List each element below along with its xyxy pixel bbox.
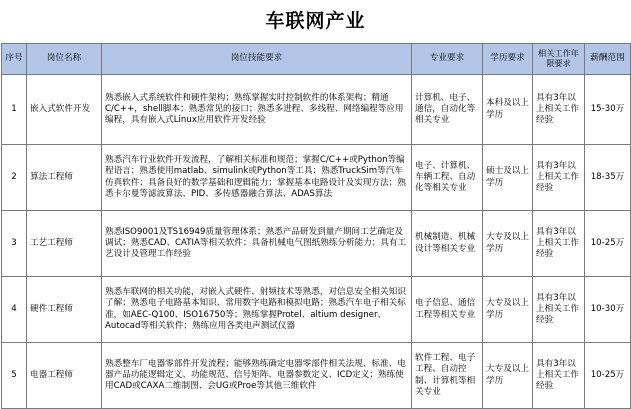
row-skills: 熟悉车联网的相关功能，对嵌入式硬件、射频技术等熟悉，对信息安全相关知识了解；熟悉电子电路基本知识、常用数字电路和模拟电路；熟悉汽车电子相关标准，如AEC-Q100、ISO16750等；熟练掌握Protel、altium designer、Autocad等相关软件；熟练应用各类电声测试仪器	[102, 277, 412, 343]
row-experience: 具有3年以上相关工作经验	[533, 75, 585, 145]
row-position: 算法工程师	[27, 145, 102, 211]
row-education: 大专及以上学历	[483, 343, 533, 409]
row-skills: 熟悉整车厂电器零部件开发流程；能够熟练确定电器零部件相关法规、标准、电器产品功能逻辑定义、功能规范、信号矩阵、电器参数定义、ICD定义；熟练使用CAD或CAXA二维制图、会UG或Proe等其他三维软件	[102, 343, 412, 409]
row-salary: 10-30万	[585, 277, 631, 343]
row-experience: 具有3年以上相关工作经验	[533, 211, 585, 277]
row-experience: 具有3年以上相关工作经验	[533, 145, 585, 211]
row-skills: 熟悉ISO9001及TS16949质量管理体系；熟悉产品研发到量产期间工艺确定及调试；熟悉CAD、CATIA等相关软件；具备机械电气图纸熟练分析能力；具有工艺设计及管理工作经验	[102, 211, 412, 277]
row-position: 硬件工程师	[27, 277, 102, 343]
row-major: 电子信息、通信工程等相关专业	[412, 277, 483, 343]
row-experience: 具有3年以上相关工作经验	[533, 343, 585, 409]
table-row	[2, 211, 631, 277]
row-salary: 10-25万	[585, 343, 631, 409]
table-row	[2, 277, 631, 343]
row-experience: 具有3年以上相关工作经验	[533, 277, 585, 343]
row-education: 大专及以上学历	[483, 277, 533, 343]
header-row	[2, 44, 631, 75]
row-no: 1	[2, 75, 27, 145]
row-education: 本科及以上学历	[483, 75, 533, 145]
job-table	[1, 43, 631, 409]
row-position: 电器工程师	[27, 343, 102, 409]
table-row	[2, 75, 631, 145]
header-position: 岗位名称	[27, 44, 102, 75]
header-skills: 岗位技能要求	[102, 44, 412, 75]
row-no: 2	[2, 145, 27, 211]
row-salary: 10-25万	[585, 211, 631, 277]
header-major: 专业要求	[412, 44, 483, 75]
row-position: 工艺工程师	[27, 211, 102, 277]
header-no: 序号	[2, 44, 27, 75]
row-skills: 熟悉汽车行业软件开发流程，了解相关标准和规范；掌握C/C++或Python等编程语言；熟悉使用matlab、simulink或Python等工具；熟悉TruckSim等汽车仿真软件；具备良好的数学基础和逻辑能力；掌握基本电路设计及实现方法；熟悉卡尔曼等滤波算法、PID、多传感器融合算法、ADAS算法	[102, 145, 412, 211]
row-major: 机械制造、机械设计等相关专业	[412, 211, 483, 277]
row-position: 嵌入式软件开发	[27, 75, 102, 145]
table-row	[2, 145, 631, 211]
row-salary: 15-30万	[585, 75, 631, 145]
header-salary: 薪酬范围	[585, 44, 631, 75]
row-no: 3	[2, 211, 27, 277]
row-education: 硕士及以上学历	[483, 145, 533, 211]
row-no: 4	[2, 277, 27, 343]
row-education: 大专及以上学历	[483, 211, 533, 277]
header-experience: 相关工作年限要求	[533, 44, 585, 75]
row-no: 5	[2, 343, 27, 409]
row-salary: 18-35万	[585, 145, 631, 211]
table-row	[2, 343, 631, 409]
page-title: 车联网产业	[265, 10, 366, 32]
header-education: 学历要求	[483, 44, 533, 75]
row-major: 电子、计算机、车辆工程、自动化等相关专业	[412, 145, 483, 211]
row-major: 计算机、电子、通信，自动化等相关专业	[412, 75, 483, 145]
row-major: 软件工程、电子工程、自动控制、计算机等相关专业	[412, 343, 483, 409]
row-skills: 熟悉嵌入式系统软件和硬件架构；熟练掌握实时控制软件的体系架构；精通C/C++，shell脚本；熟悉常见的接口；熟悉多进程、多线程、网络编程等应用编程，具有嵌入式Linux应用软件开发经验	[102, 75, 412, 145]
